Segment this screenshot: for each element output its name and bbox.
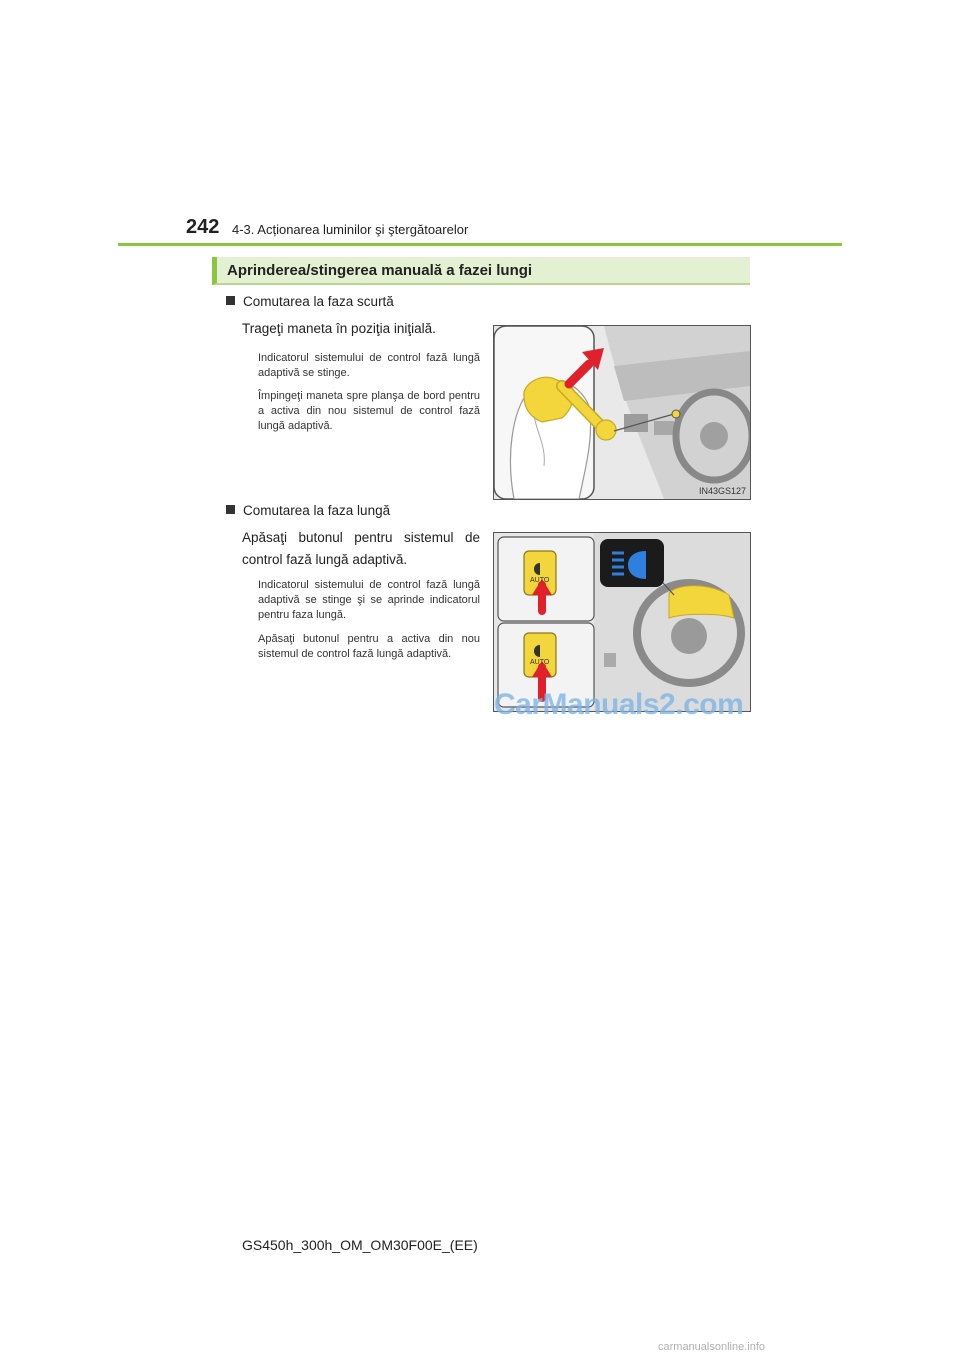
bullet-square-icon — [226, 296, 235, 305]
lever-illustration — [494, 326, 750, 499]
subheading-high-beam — [226, 503, 390, 518]
figure-code-lever: IN43GS127 — [698, 486, 746, 496]
instruction-low-beam: Trageţi maneta în poziţia iniţială. — [242, 321, 436, 336]
chapter-title: 4-3. Acționarea luminilor şi ştergătoarelor — [232, 222, 469, 237]
section-heading: Aprinderea/stingerea manuală a fazei lungi — [212, 257, 750, 285]
subheading-low-beam-text: Comutarea la faza scurtă — [243, 294, 394, 309]
auto-label-top: AUTO — [530, 577, 550, 584]
note-low-beam-1: Indicatorul sistemului de control fază lungă adaptivă se stinge. — [258, 352, 480, 379]
note-low-beam-2: Împingeţi maneta spre planşa de bord pentru a activa din nou sistemul de control fază lungă adaptivă. — [258, 390, 480, 432]
auto-label-bottom: AUTO — [530, 659, 550, 666]
watermark-bottom: carmanualsonline.info — [658, 1341, 766, 1353]
subheading-low-beam — [226, 294, 394, 309]
instruction-high-beam: Apăsaţi butonul pentru sistemul de control fază lungă adaptivă. — [242, 530, 480, 567]
page-number: 242 — [186, 216, 220, 238]
watermark-top: CarManuals2.com — [494, 688, 744, 721]
footer-model: GS450h_300h_OM_OM30F00E_(EE) — [242, 1237, 478, 1253]
bullet-square-icon — [226, 505, 235, 514]
button-illustration — [494, 533, 750, 711]
header-rule — [118, 243, 842, 246]
figure-lever — [493, 325, 751, 500]
subheading-high-beam-text: Comutarea la faza lungă — [243, 503, 391, 518]
figure-button — [493, 532, 751, 712]
note-high-beam-1: Indicatorul sistemului de control fază lungă adaptivă se stinge şi se aprinde indicatorul pentru faza lungă. — [258, 579, 480, 621]
note-high-beam-2: Apăsaţi butonul pentru a activa din nou sistemul de control fază lungă adaptivă. — [258, 633, 480, 660]
